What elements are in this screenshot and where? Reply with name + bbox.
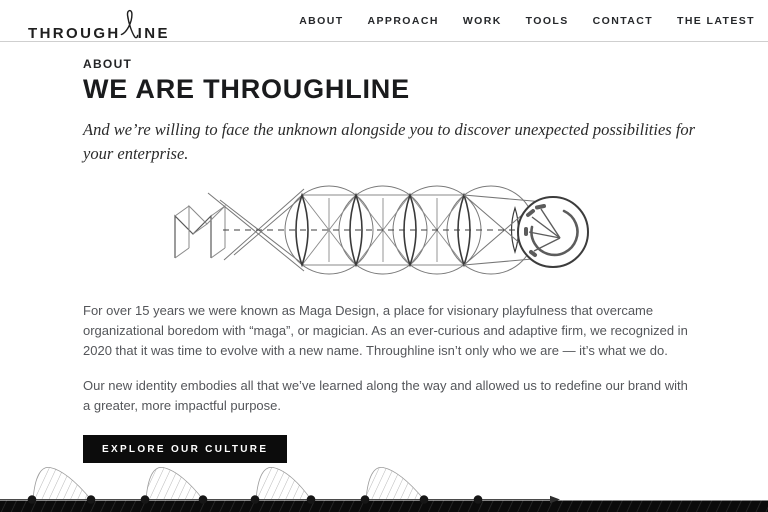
body-copy <box>83 301 698 417</box>
logo-loop-icon <box>120 6 139 44</box>
nav-item-tools[interactable]: TOOLS <box>525 14 569 27</box>
throughline-mark-icon <box>518 197 588 267</box>
paragraph-identity: Our new identity embodies all that we’ve learned along the way and allowed us to redefine our brand with a greater, more impactful purpose. <box>83 378 688 414</box>
logo-text-left: THROUGH <box>28 24 121 42</box>
nav-item-contact[interactable]: CONTACT <box>592 14 654 27</box>
logo-text-right: INE <box>137 24 170 42</box>
tagline: And we’re willing to face the unknown alongside you to discover unexpected possibilities for your enterprise. <box>83 120 696 163</box>
paragraph-history: For over 15 years we were known as Maga Design, a place for visionary playfulness that overcame organizational boredom with “maga”, or magician. As an ever-curious and adaptive firm, we recognized in 2020 that it was time to evolve with a new name. Throughline isn’t only who we are — it’s what we do. <box>83 302 688 359</box>
transformation-illustration <box>163 182 593 290</box>
nav-item-about[interactable]: ABOUT <box>299 14 344 27</box>
nav-item-approach[interactable]: APPROACH <box>367 14 439 27</box>
section-eyebrow: ABOUT <box>83 57 133 71</box>
site-header <box>0 0 768 42</box>
timeline-decoration <box>0 450 768 512</box>
nav-item-work[interactable]: WORK <box>462 14 502 27</box>
logo-throughline[interactable] <box>28 0 170 42</box>
explore-culture-button[interactable]: EXPLORE OUR CULTURE <box>83 435 287 463</box>
nav-item-the-latest[interactable]: THE LATEST <box>677 14 755 27</box>
about-page-content <box>0 42 768 463</box>
page-title: WE ARE THROUGHLINE <box>83 74 410 104</box>
main-nav <box>299 15 755 27</box>
